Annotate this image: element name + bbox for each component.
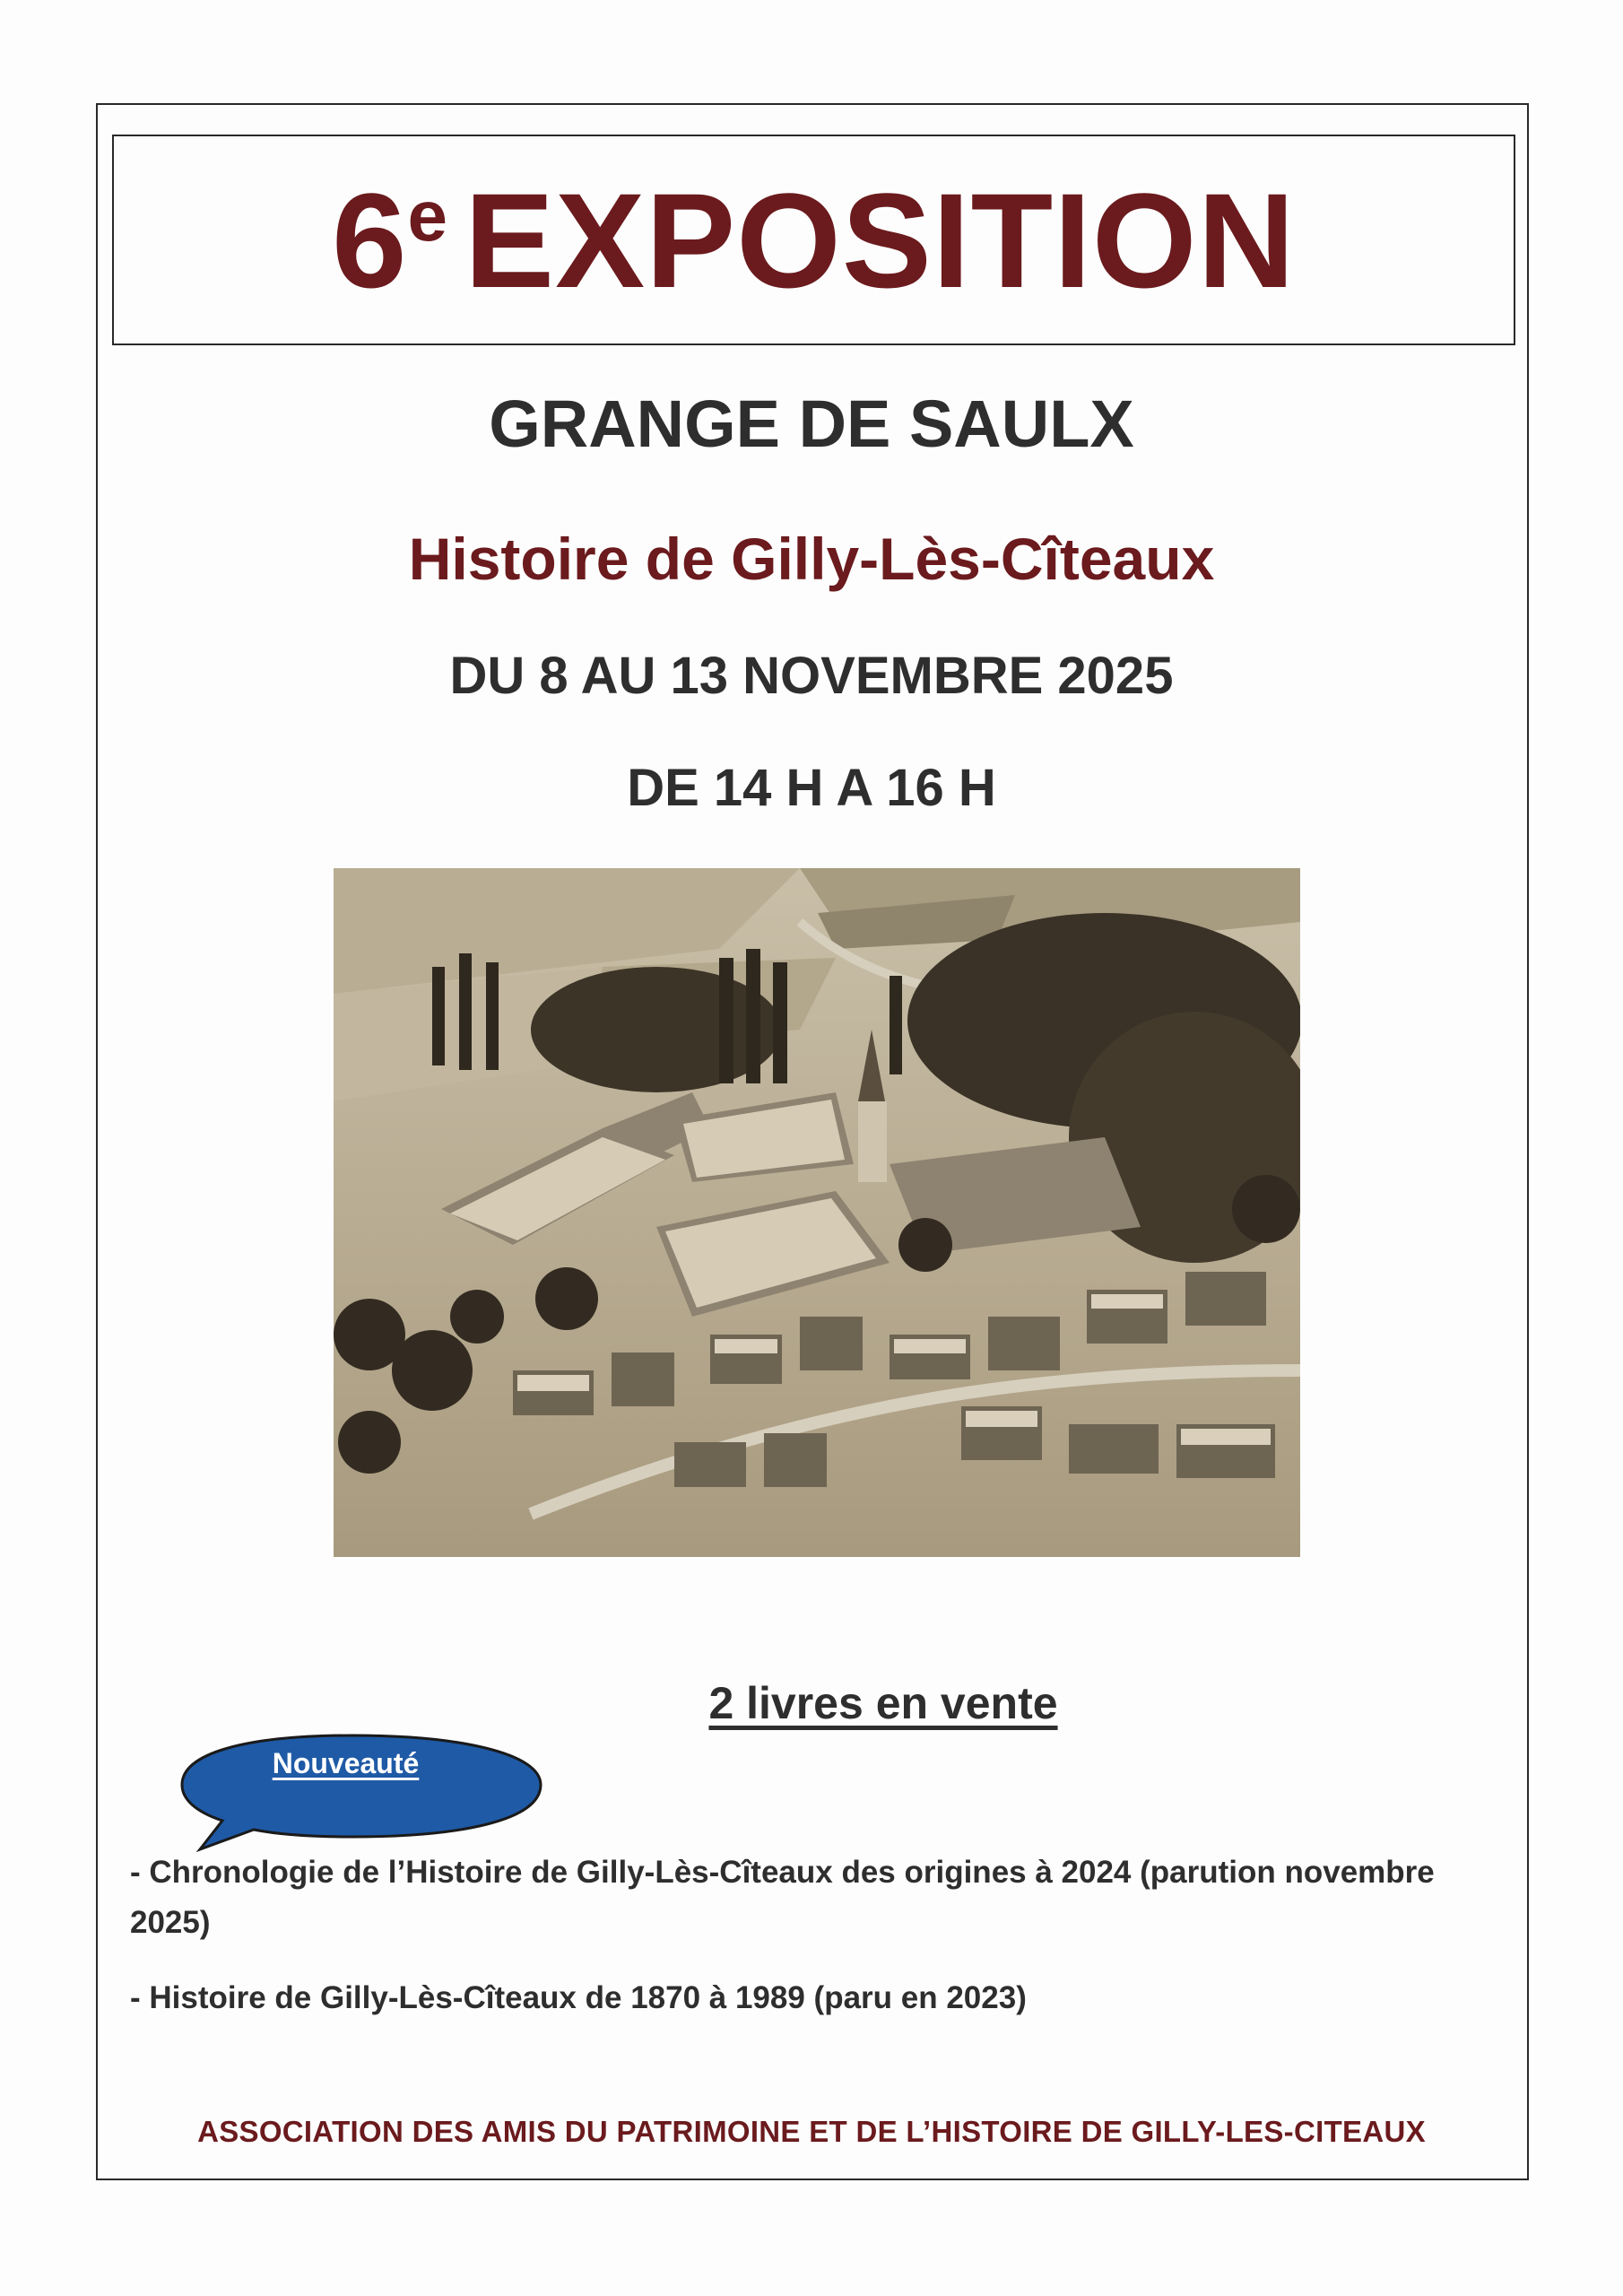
aerial-village-photo	[334, 868, 1300, 1557]
books-heading	[0, 1677, 1623, 1729]
exhibition-title	[332, 164, 1296, 316]
title-box	[112, 135, 1515, 345]
association-footer: ASSOCIATION DES AMIS DU PATRIMOINE ET DE L’HISTOIRE DE GILLY-LES-CITEAUX	[197, 2115, 1426, 2148]
nouveaute-badge: Nouveauté	[272, 1747, 420, 1779]
book-item-histoire: - Histoire de Gilly-Lès-Cîteaux de 1870 à 1989 (paru en 2023)	[130, 1980, 1027, 2015]
exhibition-word: EXPOSITION	[464, 164, 1296, 316]
exhibition-number: 6	[332, 164, 408, 316]
exhibition-subtitle: Histoire de Gilly-Lès-Cîteaux	[408, 526, 1215, 592]
exhibition-number-suffix: e	[407, 175, 449, 256]
books-heading-text: 2 livres en vente	[708, 1678, 1058, 1728]
exhibition-dates: DU 8 AU 13 NOVEMBRE 2025	[449, 647, 1174, 705]
venue-heading: GRANGE DE SAULX	[489, 387, 1134, 461]
exhibition-hours: DE 14 H A 16 H	[627, 759, 996, 817]
book-item-chronologie: - Chronologie de l’Histoire de Gilly-Lès-Cîteaux des origines à 2024 (parution novembre 2025)	[130, 1855, 1435, 1940]
